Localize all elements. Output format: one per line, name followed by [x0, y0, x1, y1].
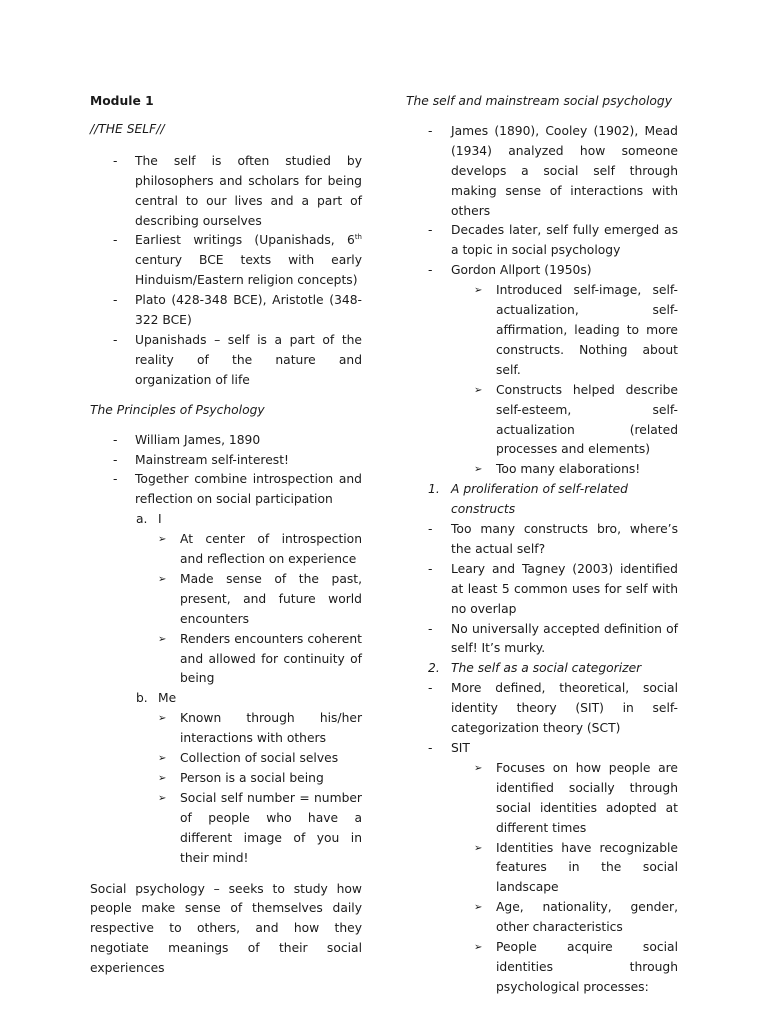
list-item: - The self is often studied by philosophers and scholars for being central to our lives and a part of describing ourselves — [113, 153, 362, 228]
dash-marker: - — [428, 561, 433, 576]
dash-marker: - — [113, 432, 118, 447]
dash-marker: - — [113, 233, 118, 248]
arrow-bullet-icon: ➢ — [474, 842, 483, 854]
dash-marker: - — [428, 681, 433, 696]
right-column — [406, 92, 678, 998]
arrow-bullet-icon: ➢ — [474, 464, 483, 476]
list-item: ➢ Collection of social selves — [90, 749, 362, 769]
left-column — [90, 92, 362, 979]
list-item: ➢ Too many elaborations! — [406, 460, 678, 480]
dash-marker: - — [113, 332, 118, 347]
list-item: ➢ Introduced self-image, self-actualization, self-affirmation, leading to more constructs. Nothing about self. — [474, 283, 678, 377]
list-item: ➢ Social self number = number of people who have a different image of you in their mind! — [158, 790, 362, 865]
dash-marker: - — [113, 472, 118, 487]
sublist-item-b: b. Me — [90, 689, 362, 709]
dash-marker: - — [428, 621, 433, 636]
list-item: ➢ Renders encounters coherent and allowed for continuity of being — [158, 631, 362, 686]
dash-marker: - — [113, 452, 118, 467]
list-item: - Leary and Tagney (2003) identified at least 5 common uses for self with no overlap — [428, 561, 678, 616]
list-item: - SIT — [406, 739, 678, 759]
dash-marker: - — [428, 522, 433, 537]
section-heading-mainstream: The self and mainstream social psychology — [406, 94, 673, 108]
arrow-bullet-icon: ➢ — [158, 713, 167, 725]
list-item: ➢ People acquire social identities through psychological processes: — [474, 940, 678, 994]
arrow-bullet-icon: ➢ — [158, 773, 167, 784]
dash-marker: - — [113, 293, 118, 308]
section-heading-the-self: //THE SELF// — [90, 121, 165, 136]
dash-marker: - — [113, 153, 118, 168]
arrow-bullet-icon: ➢ — [158, 792, 167, 804]
number-marker: 2. — [428, 661, 440, 676]
list-item: - James (1890), Cooley (1902), Mead (1934) analyzed how someone develops a social self through making sense of interactions with others — [428, 123, 678, 218]
dash-marker: - — [428, 223, 433, 238]
list-item: - William James, 1890 — [90, 431, 362, 451]
arrow-bullet-icon: ➢ — [474, 942, 483, 954]
section-heading-principles: The Principles of Psychology — [90, 402, 265, 417]
dash-marker: - — [428, 123, 433, 138]
closing-paragraph: Social psychology – seeks to study how people make sense of themselves daily respective to others, and how they negotiate meanings of their social experiences — [90, 881, 362, 976]
superscript: th — [354, 233, 362, 242]
list-item: ➢ Made sense of the past, present, and future world encounters — [158, 571, 362, 626]
list-item: - Gordon Allport (1950s) — [406, 261, 678, 281]
list-item: - Plato (428-348 BCE), Aristotle (348-322 BCE) — [113, 293, 362, 328]
arrow-bullet-icon: ➢ — [158, 534, 167, 546]
list-item: ➢ Person is a social being — [90, 769, 362, 789]
list-item: ➢ Known through his/her interactions with others — [158, 711, 362, 746]
letter-marker: a. — [136, 512, 148, 527]
numbered-heading-2: 2. The self as a social categorizer — [406, 659, 678, 679]
arrow-bullet-icon: ➢ — [474, 902, 483, 914]
list-item: ➢ Constructs helped describe self-esteem, self-actualization (related processes and elements) — [474, 382, 678, 457]
list-item: - Mainstream self-interest! — [90, 451, 362, 471]
list-item: - More defined, theoretical, social identity theory (SIT) in self-categorization theory (SCT) — [428, 681, 678, 736]
letter-marker: b. — [136, 691, 148, 706]
number-marker: 1. — [428, 482, 440, 497]
list-item: - Together combine introspection and reflection on social participation — [113, 472, 362, 507]
list-item: ➢ At center of introspection and reflection on experience — [158, 532, 362, 567]
list-item: - Too many constructs bro, where’s the actual self? — [428, 522, 678, 556]
numbered-heading-1: 1. A proliferation of self-related constructs — [428, 482, 628, 517]
list-item: ➢ Identities have recognizable features in the social landscape — [474, 840, 678, 895]
arrow-bullet-icon: ➢ — [474, 384, 483, 396]
list-item: - Earliest writings (Upanishads, 6th century BCE texts with early Hinduism/Eastern religion concepts) — [113, 233, 362, 288]
list-item: ➢ Age, nationality, gender, other characteristics — [474, 900, 678, 935]
sublist-item-a: a. I — [90, 510, 362, 530]
arrow-bullet-icon: ➢ — [158, 633, 167, 645]
arrow-bullet-icon: ➢ — [158, 573, 167, 585]
dash-marker: - — [428, 263, 433, 278]
list-item: - Upanishads – self is a part of the reality of the nature and organization of life — [113, 332, 362, 387]
arrow-bullet-icon: ➢ — [158, 753, 167, 765]
arrow-bullet-icon: ➢ — [474, 285, 483, 297]
dash-marker: - — [428, 741, 433, 755]
list-item: - Decades later, self fully emerged as a topic in social psychology — [428, 223, 678, 258]
list-item: - No universally accepted definition of self! It’s murky. — [428, 621, 678, 656]
arrow-bullet-icon: ➢ — [474, 762, 483, 774]
module-title: Module 1 — [90, 94, 154, 108]
list-item: ➢ Focuses on how people are identified socially through social identities adopted at different times — [474, 760, 678, 835]
